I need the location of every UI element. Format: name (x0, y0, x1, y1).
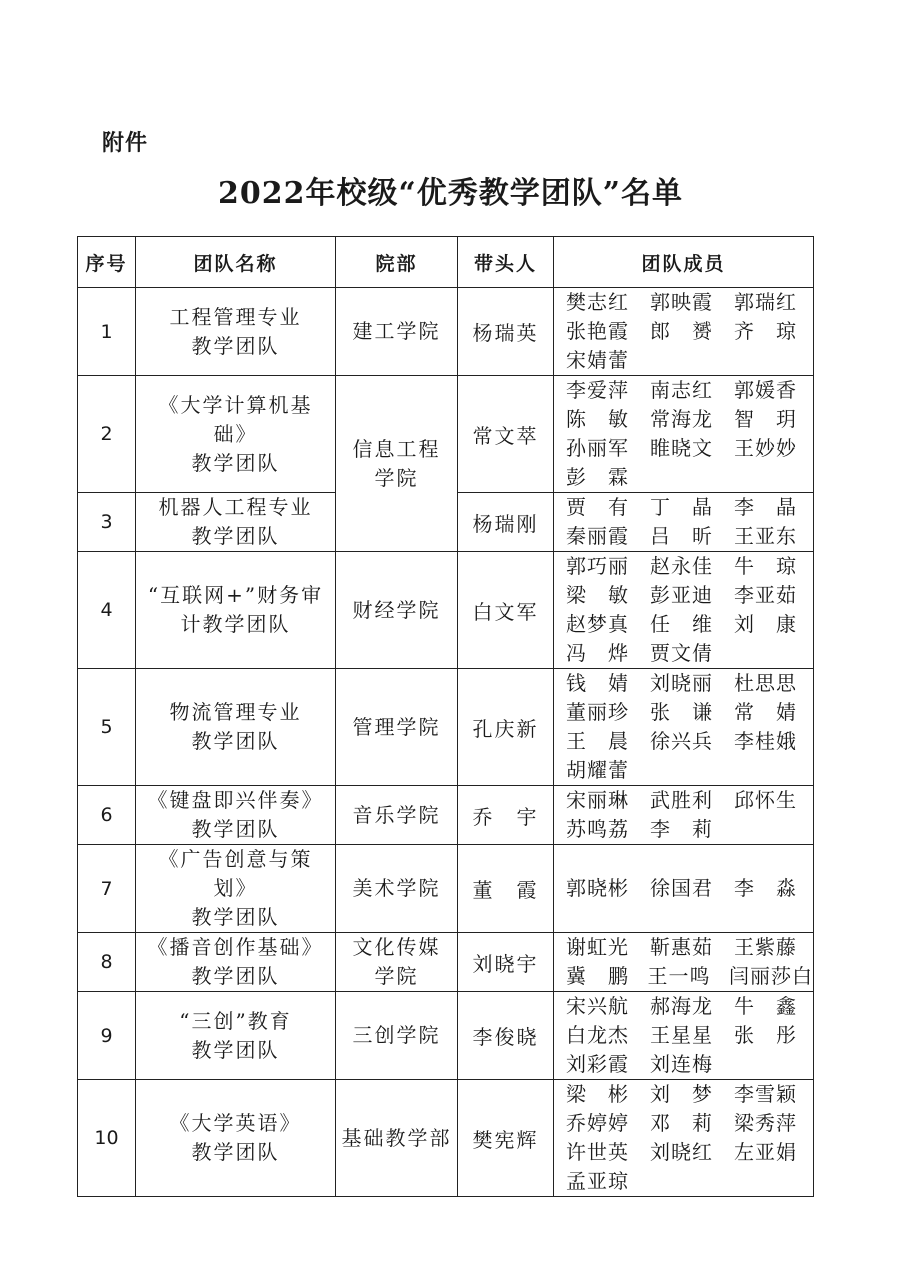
cell-no: 5 (78, 669, 136, 786)
cell-no: 7 (78, 845, 136, 933)
member-line (566, 610, 813, 639)
member-name: 杜思思 (734, 671, 797, 695)
table-body (78, 288, 814, 1197)
member-name: 刘彩霞 (566, 1052, 629, 1076)
member-name: 左亚娟 (734, 1140, 797, 1164)
table-row (78, 669, 814, 786)
member-name: 刘晓红 (650, 1140, 713, 1164)
member-line (566, 522, 813, 551)
member-name: 冯 烨 (566, 641, 629, 665)
team-name-line: “三创”教育 (179, 1008, 292, 1033)
member-line (566, 874, 813, 903)
member-name: 张 彤 (734, 1023, 797, 1047)
member-name: 郭媛香 (734, 378, 797, 402)
team-name-line: 《广告创意与策划》 (158, 847, 313, 900)
cell-members (554, 376, 814, 493)
cell-members (554, 786, 814, 845)
team-name-line: 教学团队 (191, 905, 280, 929)
member-name: 刘 康 (734, 612, 797, 636)
member-name: 刘连梅 (650, 1052, 713, 1076)
member-line (566, 639, 813, 668)
member-name: 乔婷婷 (566, 1111, 629, 1135)
header-members: 团队成员 (554, 237, 814, 288)
member-name: 常海龙 (650, 407, 713, 431)
cell-department (336, 933, 458, 992)
member-name: 丁 晶 (650, 495, 713, 519)
cell-department (336, 786, 458, 845)
member-name: 李亚茹 (734, 583, 797, 607)
member-name: 刘晓丽 (650, 671, 713, 695)
cell-no: 9 (78, 992, 136, 1080)
cell-department (336, 1080, 458, 1197)
member-name: 王 晨 (566, 729, 629, 753)
cell-team-name (136, 845, 336, 933)
team-list-table (77, 236, 814, 1197)
department-line: 学院 (374, 465, 419, 490)
table-row (78, 933, 814, 992)
cell-department (336, 669, 458, 786)
team-name-line: 教学团队 (191, 964, 280, 988)
cell-members (554, 288, 814, 376)
member-name: 王妙妙 (734, 436, 797, 460)
cell-team-name (136, 933, 336, 992)
cell-leader: 樊宪辉 (458, 1080, 554, 1197)
member-name: 王亚东 (734, 524, 797, 548)
cell-members (554, 992, 814, 1080)
member-line (566, 786, 813, 815)
member-name: 李 淼 (734, 876, 797, 900)
member-name: 牛 琼 (734, 554, 797, 578)
cell-members (554, 1080, 814, 1197)
department-line: 信息工程 (352, 436, 441, 461)
member-name: 刘 梦 (650, 1082, 713, 1106)
team-name-line: 物流管理专业 (169, 700, 302, 724)
member-name: 钱 婧 (566, 671, 629, 695)
member-name: 邱怀生 (734, 788, 797, 812)
cell-leader: 孔庆新 (458, 669, 554, 786)
member-line (566, 434, 813, 463)
member-name: 李 晶 (734, 495, 797, 519)
member-line (566, 933, 813, 962)
member-name: 秦丽霞 (566, 524, 629, 548)
team-name-line: 《播音创作基础》 (147, 935, 324, 959)
cell-leader: 乔 宇 (458, 786, 554, 845)
member-name: 胡耀蕾 (566, 758, 629, 782)
member-line (566, 288, 813, 317)
department-line: 基础教学部 (341, 1125, 452, 1150)
member-name: 许世英 (566, 1140, 629, 1164)
member-name: 智 玥 (734, 407, 797, 431)
cell-leader: 常文萃 (458, 376, 554, 493)
department-line: 文化传媒 (352, 935, 441, 959)
header-department: 院部 (336, 237, 458, 288)
cell-members (554, 493, 814, 552)
member-name: 王紫藤 (734, 935, 797, 959)
cell-team-name (136, 669, 336, 786)
member-name: 郭巧丽 (566, 554, 629, 578)
cell-no: 2 (78, 376, 136, 493)
member-line (566, 992, 813, 1021)
member-line (566, 756, 813, 785)
department-line: 管理学院 (352, 714, 441, 739)
cell-team-name (136, 493, 336, 552)
cell-no: 4 (78, 552, 136, 669)
team-name-line: 教学团队 (191, 817, 280, 841)
member-name: 郎 赟 (650, 319, 713, 343)
member-name: 徐国君 (650, 876, 713, 900)
cell-no: 1 (78, 288, 136, 376)
member-name: 张 谦 (650, 700, 713, 724)
member-name: 赵永佳 (650, 554, 713, 578)
member-line (566, 405, 813, 434)
department-line: 音乐学院 (352, 802, 441, 827)
member-line (566, 581, 813, 610)
member-name: 郭映霞 (650, 290, 713, 314)
member-name: 苏鸣荔 (566, 817, 629, 841)
attachment-label: 附件 (102, 131, 149, 156)
member-name: 彭亚迪 (650, 583, 713, 607)
member-name: 孟亚琼 (566, 1169, 629, 1193)
member-name: 宋丽琳 (566, 788, 629, 812)
member-name: 吕 昕 (650, 524, 713, 548)
member-name: 邓 莉 (650, 1111, 713, 1135)
table-header-row (78, 237, 814, 288)
cell-department (336, 992, 458, 1080)
member-line (566, 346, 813, 375)
department-line: 财经学院 (352, 597, 441, 622)
member-name: 宋兴航 (566, 994, 629, 1018)
member-name: 任 维 (650, 612, 713, 636)
member-name: 郭瑞红 (734, 290, 797, 314)
header-no: 序号 (78, 237, 136, 288)
header-team-name: 团队名称 (136, 237, 336, 288)
cell-members (554, 669, 814, 786)
member-line (566, 463, 813, 492)
member-name: 贾 有 (566, 495, 629, 519)
member-name: 梁 彬 (566, 1082, 629, 1106)
member-line (566, 376, 813, 405)
member-name: 常 婧 (734, 700, 797, 724)
member-name: 李雪颖 (734, 1082, 797, 1106)
member-line (566, 962, 813, 991)
header-leader: 带头人 (458, 237, 554, 288)
table-row (78, 1080, 814, 1197)
cell-members (554, 933, 814, 992)
cell-members (554, 845, 814, 933)
team-name-line: 计教学团队 (180, 612, 291, 636)
member-name: 李桂娥 (734, 729, 797, 753)
cell-team-name (136, 552, 336, 669)
member-line (566, 1167, 813, 1196)
team-name-line: 教学团队 (191, 729, 280, 753)
team-name-line: 教学团队 (191, 450, 280, 475)
member-name: 冀 鹏 (566, 964, 629, 988)
member-line (566, 815, 813, 844)
cell-no: 6 (78, 786, 136, 845)
member-name: 贾文倩 (650, 641, 713, 665)
member-name: 白龙杰 (566, 1023, 629, 1047)
cell-team-name (136, 288, 336, 376)
team-name-line: “互联网+”财务审 (147, 583, 324, 607)
member-line (566, 1109, 813, 1138)
cell-no: 10 (78, 1080, 136, 1197)
member-name: 睢晓文 (650, 436, 713, 460)
team-name-line: 工程管理专业 (169, 304, 302, 329)
member-name: 王星星 (650, 1023, 713, 1047)
cell-team-name (136, 1080, 336, 1197)
cell-no: 8 (78, 933, 136, 992)
member-line (566, 317, 813, 346)
member-line (566, 698, 813, 727)
team-name-line: 教学团队 (191, 1037, 280, 1062)
team-name-line: 《大学计算机基础》 (158, 392, 313, 446)
table-row (78, 992, 814, 1080)
member-name: 张艳霞 (566, 319, 629, 343)
member-line (566, 1021, 813, 1050)
member-name: 陈 敏 (566, 407, 629, 431)
member-name: 李 莉 (650, 817, 713, 841)
member-line (566, 1138, 813, 1167)
table-row (78, 288, 814, 376)
member-line (566, 669, 813, 698)
member-name: 郭晓彬 (566, 876, 629, 900)
member-name: 武胜利 (650, 788, 713, 812)
member-line (566, 493, 813, 522)
cell-department (336, 845, 458, 933)
cell-leader: 刘晓宇 (458, 933, 554, 992)
member-line (566, 727, 813, 756)
department-line: 学院 (374, 964, 419, 988)
member-line (566, 552, 813, 581)
team-name-line: 《大学英语》 (169, 1111, 302, 1135)
department-line: 建工学院 (352, 319, 441, 343)
cell-team-name (136, 376, 336, 493)
cell-leader: 李俊晓 (458, 992, 554, 1080)
member-name: 谢虹光 (566, 935, 629, 959)
member-name: 闫丽莎白 (729, 964, 813, 988)
member-name: 牛 鑫 (734, 994, 797, 1018)
cell-department (336, 376, 458, 552)
team-name-line: 教学团队 (191, 524, 280, 548)
member-line (566, 1050, 813, 1079)
team-name-line: 教学团队 (191, 1140, 280, 1164)
team-name-line: 机器人工程专业 (158, 495, 313, 519)
department-line: 美术学院 (352, 876, 441, 900)
table-row (78, 845, 814, 933)
member-name: 孙丽军 (566, 436, 629, 460)
table-row (78, 552, 814, 669)
member-name: 樊志红 (566, 290, 629, 314)
cell-leader: 白文军 (458, 552, 554, 669)
member-name: 王一鸣 (647, 964, 711, 988)
member-name: 李爱萍 (566, 378, 629, 402)
department-line: 三创学院 (352, 1023, 441, 1047)
document-title: 2022年校级“优秀教学团队”名单 (217, 176, 683, 211)
member-name: 南志红 (650, 378, 713, 402)
cell-no: 3 (78, 493, 136, 552)
member-name: 董丽珍 (566, 700, 629, 724)
member-line (566, 1080, 813, 1109)
member-name: 靳惠茹 (650, 935, 713, 959)
cell-team-name (136, 786, 336, 845)
team-name-line: 教学团队 (191, 333, 280, 358)
team-name-line: 《键盘即兴伴奏》 (147, 788, 324, 812)
member-name: 宋婧蕾 (566, 348, 629, 372)
member-name: 徐兴兵 (650, 729, 713, 753)
member-name: 郝海龙 (650, 994, 713, 1018)
member-name: 彭 霖 (566, 465, 629, 489)
cell-members (554, 552, 814, 669)
member-name: 赵梦真 (566, 612, 629, 636)
member-name: 梁秀萍 (734, 1111, 797, 1135)
cell-department (336, 288, 458, 376)
cell-team-name (136, 992, 336, 1080)
table-row (78, 376, 814, 493)
cell-leader: 杨瑞英 (458, 288, 554, 376)
member-name: 齐 琼 (734, 319, 797, 343)
member-name: 梁 敏 (566, 583, 629, 607)
cell-leader: 杨瑞刚 (458, 493, 554, 552)
cell-leader: 董 霞 (458, 845, 554, 933)
table-row (78, 786, 814, 845)
cell-department (336, 552, 458, 669)
